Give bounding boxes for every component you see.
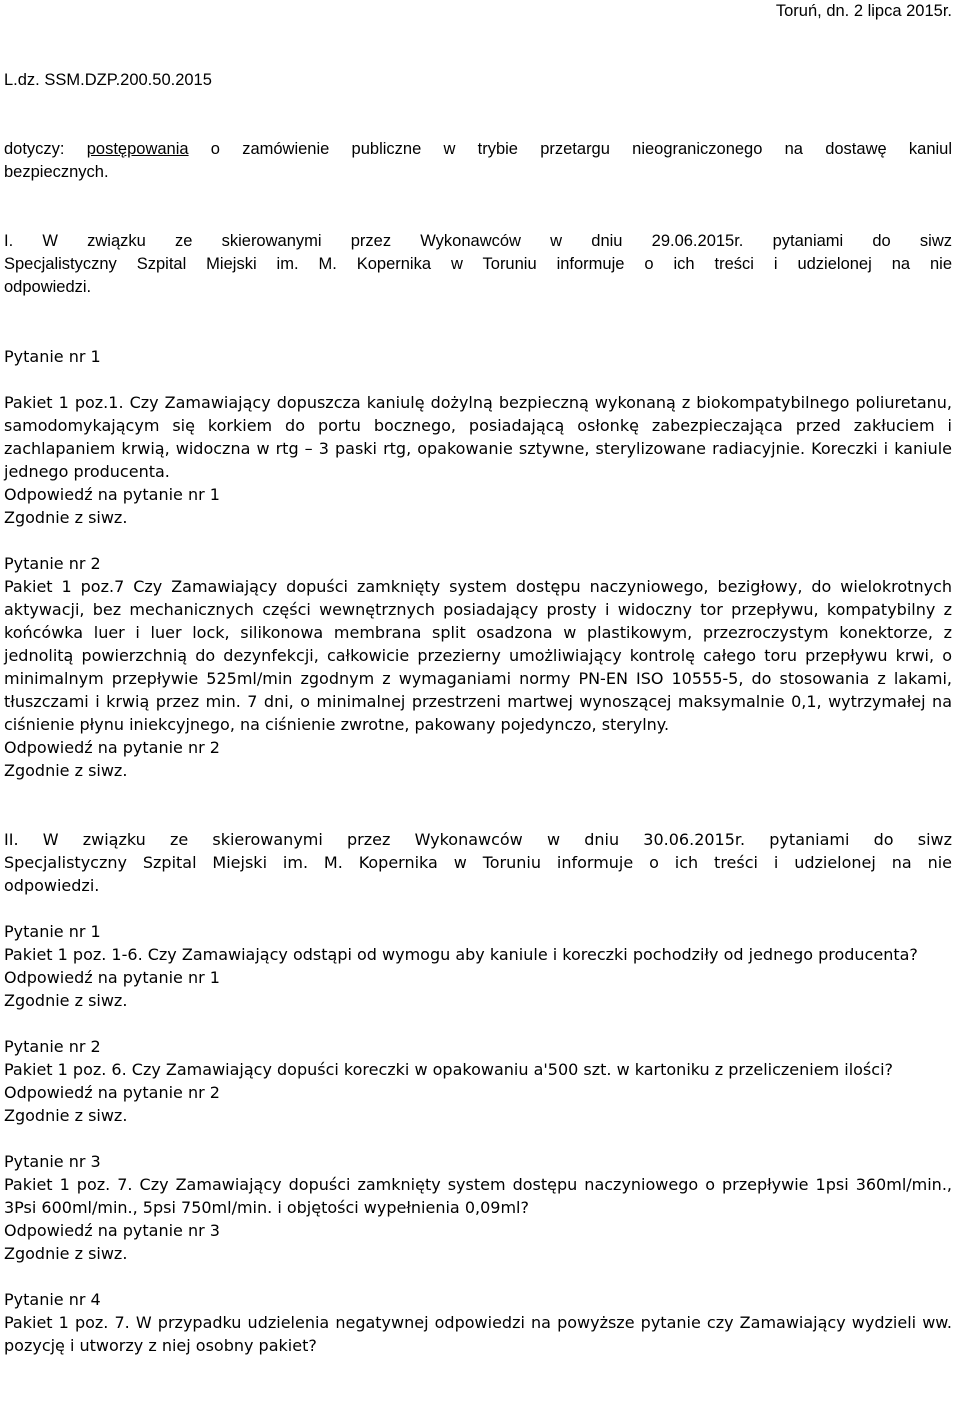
section-2-intro-3: odpowiedzi. (4, 876, 100, 895)
document-date: Toruń, dn. 2 lipca 2015r. (775, 2, 952, 20)
section-2-question-1-label: Pytanie nr 1 (4, 922, 101, 941)
section-1-answer-1-label: Odpowiedź na pytanie nr 1 (4, 485, 220, 504)
section-2-question-3-label: Pytanie nr 3 (4, 1152, 101, 1171)
section-1-question-1-label: Pytanie nr 1 (4, 347, 101, 366)
section-1-answer-2-label: Odpowiedź na pytanie nr 2 (4, 738, 220, 757)
subject-rest: o zamówienie publiczne w trybie przetargu nieograniczonego na dostawę kaniul (188, 140, 952, 158)
section-2-question-4-text: Pakiet 1 poz. 7. W przypadku udzielenia negatywnej odpowiedzi na powyższe pytanie czy Zamawiający wydzieli ww. pozycję i utworzy z niej osobny pakiet? (4, 1313, 952, 1355)
document-page (4, 0, 952, 1357)
section-2-question-1-text: Pakiet 1 poz. 1-6. Czy Zamawiający odstąpi od wymogu aby kaniule i koreczki pochodziły od jednego producenta? (4, 945, 918, 964)
section-2-answer-3-label: Odpowiedź na pytanie nr 3 (4, 1221, 220, 1240)
subject-prefix: dotyczy: (4, 140, 87, 158)
section-2-question-2-label: Pytanie nr 2 (4, 1037, 101, 1056)
section-2-answer-1-label: Odpowiedź na pytanie nr 1 (4, 968, 220, 987)
section-2-intro-2: Specjalistyczny Szpital Miejski im. M. Kopernika w Toruniu informuje o ich treści i udzielonej na nie (4, 853, 952, 872)
subject-line (4, 138, 952, 161)
section-2-question-3-text: Pakiet 1 poz. 7. Czy Zamawiający dopuści zamknięty system dostępu naczyniowego o przepływie 1psi 360ml/min., 3Psi 600ml/min., 5psi 750ml/min. i objętości wypełnienia 0,09ml? (4, 1175, 952, 1217)
subject-line-2: bezpiecznych. (4, 163, 109, 181)
section-1-question-2-label: Pytanie nr 2 (4, 554, 101, 573)
subject-underlined-word: postępowania (86, 140, 189, 158)
section-1-answer-2-text: Zgodnie z siwz. (4, 761, 128, 780)
section-2-answer-2-label: Odpowiedź na pytanie nr 2 (4, 1083, 220, 1102)
section-1-question-2-text: Pakiet 1 poz.7 Czy Zamawiający dopuści zamknięty system dostępu naczyniowego, bezigłowy, do wielokrotnych aktywacji, bez mechanicznych części wewnętrznych posiadający prosty i widoczny tor przepływu, kompatybilny z końcówka luer i luer lock, silikonowa membrana split osadzona w plastikowym, przezroczystym konektorze, z jednolitą powierzchnią do dezynfekcji, całkowicie przezierny umożliwiający kontrolę całego toru przepływu krwi, o minimalnym przepływie 525ml/min zgodnym z wymaganiami normy PN-EN ISO 10555-5, do stosowania z lakami, tłuszczami i krwią przez min. 7 dni, o minimalnej przestrzeni martwej wynoszącej maksymalnie 0,1, wytrzymałej na ciśnienie płynu iniekcyjnego, na ciśnienie zwrotne, pakowany pojedynczo, sterylny. (4, 577, 952, 734)
section-2-answer-1-text: Zgodnie z siwz. (4, 991, 128, 1010)
section-1-intro-3: odpowiedzi. (4, 278, 92, 296)
section-2-question-4-label: Pytanie nr 4 (4, 1290, 101, 1309)
section-1-answer-1-text: Zgodnie z siwz. (4, 508, 128, 527)
reference-number: L.dz. SSM.DZP.200.50.2015 (4, 71, 212, 89)
section-2-intro: II. W związku ze skierowanymi przez Wykonawców w dniu 30.06.2015r. pytaniami do siwz (4, 830, 952, 849)
section-1-question-1-text: Pakiet 1 poz.1. Czy Zamawiający dopuszcza kaniulę dożylną bezpieczną wykonaną z biokompatybilnego poliuretanu, samodomykającym się korkiem do portu bocznego, posiadającą osłonkę zabezpieczająca przed zakłuciem i zachlapaniem krwią, widoczna w rtg – 3 paski rtg, opakowanie sztywne, sterylizowane radiacyjnie. Koreczki i kaniule jednego producenta. (4, 393, 952, 481)
section-1-intro-2: Specjalistyczny Szpital Miejski im. M. Kopernika w Toruniu informuje o ich treści i udzielonej na nie (4, 255, 952, 273)
section-1-intro: I. W związku ze skierowanymi przez Wykonawców w dniu 29.06.2015r. pytaniami do siwz (4, 232, 952, 250)
section-2-question-2-text: Pakiet 1 poz. 6. Czy Zamawiający dopuści koreczki w opakowaniu a'500 szt. w kartoniku z przeliczeniem ilości? (4, 1060, 893, 1079)
section-2-answer-3-text: Zgodnie z siwz. (4, 1244, 128, 1263)
section-2-answer-2-text: Zgodnie z siwz. (4, 1106, 128, 1125)
